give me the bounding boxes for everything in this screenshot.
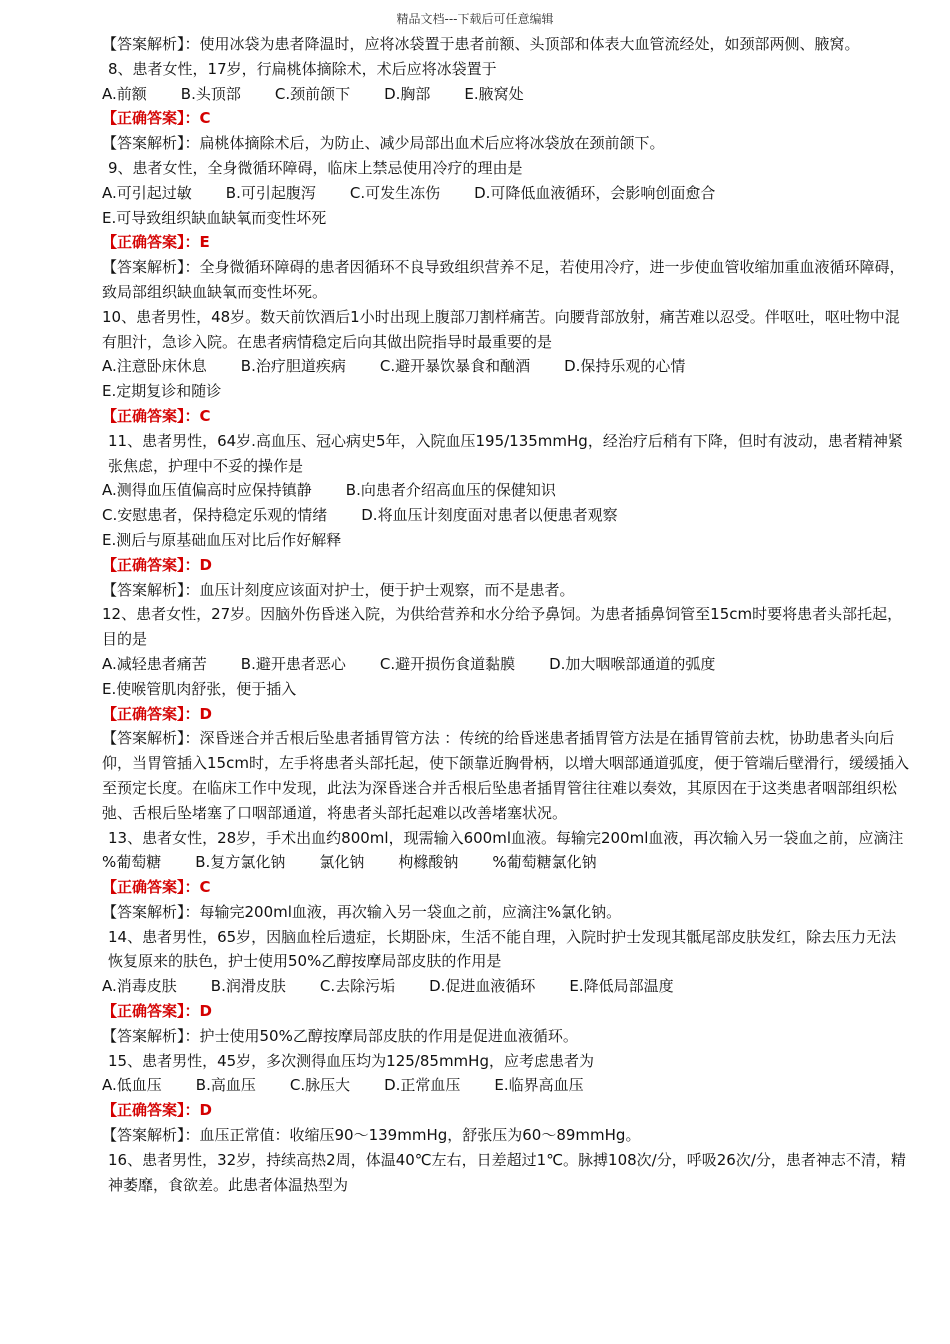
answer-option: B.高血压 xyxy=(195,1076,256,1095)
answer-option: C.去除污垢 xyxy=(319,977,396,996)
answer-explanation: 【答案解析】：血压正常值：收缩压90～139mmHg，舒张压为60～89mmHg。 xyxy=(102,1126,641,1145)
answer-option: E.降低局部温度 xyxy=(569,977,674,996)
answer-option: B.头顶部 xyxy=(180,84,241,103)
answer-option: D.胸部 xyxy=(384,84,431,103)
answer-option: A.可引起过敏 xyxy=(102,183,192,202)
question-text: E.定期复诊和随诊 xyxy=(102,382,222,401)
answer-option: C.避开暴饮暴食和酗酒 xyxy=(379,357,531,376)
question-text: 15、患者男性，45岁，多次测得血压均为125/85mmHg，应考虑患者为 xyxy=(108,1051,594,1070)
answer-option: E.临界高血压 xyxy=(494,1076,584,1095)
answer-option: A.前额 xyxy=(102,84,147,103)
answer-option: D.保持乐观的心情 xyxy=(564,357,686,376)
answer-options xyxy=(70,354,910,379)
answer-explanation: 【答案解析】：深昏迷合并舌根后坠患者插胃管方法 ：传统的给昏迷患者插胃管方法是在插胃管前去枕，协助患者头向后仰，当胃管插入15cm时，左手将患者头部托起，使下颌靠近胸骨柄，以增大咽部通道弧度，便于管端后壁滑行，缓缓插入至预定长度。在临床工作中发现，此法为深昏迷合并舌根后坠患者插胃管往往难以奏效，其原因在于这类患者咽部组织松弛、舌根后坠堵塞了口咽部通道，将患者头部托起难以改善堵塞状况。 xyxy=(102,729,909,822)
answer-option: C.避开损伤食道黏膜 xyxy=(379,654,516,673)
correct-answer: 【正确答案】：D xyxy=(102,1002,212,1021)
question-text: 11、患者男性，64岁.高血压、冠心病史5年，入院血压195/135mmHg，经治疗后稍有下降，但时有波动，患者精神紧张焦虑，护理中不妥的操作是 xyxy=(108,431,903,475)
answer-option: A.注意卧床休息 xyxy=(102,357,207,376)
answer-options xyxy=(70,652,910,677)
answer-explanation: 【答案解析】：扁桃体摘除术后，为防止、减少局部出血术后应将冰袋放在颈前颌下。 xyxy=(102,134,665,153)
answer-option: C.安慰患者，保持稳定乐观的情绪 xyxy=(102,506,328,525)
answer-option: 氯化钠 xyxy=(319,853,365,872)
answer-option: D.促进血液循环 xyxy=(429,977,536,996)
correct-answer: 【正确答案】：C xyxy=(102,878,211,897)
answer-explanation: 【答案解析】：血压计刻度应该面对护士，便于护士观察，而不是患者。 xyxy=(102,580,575,599)
answer-option: A.低血压 xyxy=(102,1076,162,1095)
answer-option: A.减轻患者痛苦 xyxy=(102,654,207,673)
correct-answer: 【正确答案】：C xyxy=(102,406,211,425)
answer-option: D.加大咽喉部通道的弧度 xyxy=(549,654,716,673)
question-text: 12、患者女性，27岁。因脑外伤昏迷入院，为供给营养和水分给予鼻饲。为患者插鼻饲管至15cm时要将患者头部托起，目的是 xyxy=(102,605,903,649)
answer-option: C.脉压大 xyxy=(289,1076,351,1095)
question-text: E.可导致组织缺血缺氧而变性坏死 xyxy=(102,208,327,227)
answer-option: A.消毒皮肤 xyxy=(102,977,177,996)
question-text: 10、患者男性，48岁。数天前饮酒后1小时出现上腹部刀割样痛苦。向腰背部放射，痛苦难以忍受。伴呕吐，呕吐物中混有胆汁，急诊入院。在患者病情稳定后向其做出院指导时最重要的是 xyxy=(102,307,900,351)
answer-option: B.复方氯化钠 xyxy=(195,853,286,872)
answer-option: D.可降低血液循环，会影响创面愈合 xyxy=(474,183,716,202)
answer-option: C.可发生冻伤 xyxy=(349,183,441,202)
answer-option: B.避开患者恶心 xyxy=(240,654,346,673)
answer-options xyxy=(70,181,910,206)
question-text: 9、患者女性，全身微循环障碍，临床上禁忌使用冷疗的理由是 xyxy=(108,158,523,177)
question-text: E.测后与原基础血压对比后作好解释 xyxy=(102,530,342,549)
answer-options xyxy=(70,850,910,875)
answer-explanation: 【答案解析】：护士使用50%乙醇按摩局部皮肤的作用是促进血液循环。 xyxy=(102,1026,578,1045)
answer-option: E.腋窝处 xyxy=(464,84,524,103)
answer-option: 枸橼酸钠 xyxy=(398,853,459,872)
answer-option: B.可引起腹泻 xyxy=(225,183,316,202)
answer-options xyxy=(70,974,910,999)
answer-option: A.测得血压值偏高时应保持镇静 xyxy=(102,481,312,500)
answer-option: C.颈前颌下 xyxy=(274,84,351,103)
page-header: 精品文档---下载后可任意编辑 xyxy=(396,12,554,26)
question-text: 13、患者女性，28岁，手术出血约800ml，现需输入600ml血液。每输完200ml血液，再次输入另一袋血之前，应滴注 xyxy=(108,828,904,847)
answer-explanation: 【答案解析】：全身微循环障碍的患者因循环不良导致组织营养不足，若使用冷疗，进一步使血管收缩加重血液循环障碍，致局部组织缺血缺氧而变性坏死。 xyxy=(102,258,905,301)
document-body xyxy=(70,32,910,1197)
correct-answer: 【正确答案】：E xyxy=(102,233,210,252)
answer-option: B.向患者介绍高血压的保健知识 xyxy=(345,481,556,500)
answer-option: D.正常血压 xyxy=(384,1076,461,1095)
correct-answer: 【正确答案】：D xyxy=(102,704,212,723)
answer-options xyxy=(70,503,910,528)
answer-explanation: 【答案解析】：使用冰袋为患者降温时，应将冰袋置于患者前额、头顶部和体表大血管流经处，如颈部两侧、腋窝。 xyxy=(102,35,860,53)
question-text: 8、患者女性，17岁，行扁桃体摘除术，术后应将冰袋置于 xyxy=(108,59,497,78)
correct-answer: 【正确答案】：D xyxy=(102,555,212,574)
question-text: 16、患者男性，32岁，持续高热2周，体温40℃左右，日差超过1℃。脉搏108次/分，呼吸26次/分，患者神志不清，精神萎靡，食欲差。此患者体温热型为 xyxy=(108,1150,906,1194)
answer-option: B.润滑皮肤 xyxy=(210,977,286,996)
question-text: 14、患者男性，65岁，因脑血栓后遗症，长期卧床，生活不能自理，入院时护士发现其骶尾部皮肤发红，除去压力无法恢复原来的肤色，护士使用50%乙醇按摩局部皮肤的作用是 xyxy=(108,927,897,971)
answer-options xyxy=(70,1073,910,1098)
answer-option: D.将血压计刻度面对患者以便患者观察 xyxy=(361,506,618,525)
correct-answer: 【正确答案】：D xyxy=(102,1101,212,1120)
answer-explanation: 【答案解析】：每输完200ml血液，再次输入另一袋血之前，应滴注%氯化钠。 xyxy=(102,902,622,921)
answer-option: %葡萄糖氯化钠 xyxy=(492,853,597,872)
answer-option: %葡萄糖 xyxy=(102,853,162,872)
answer-options xyxy=(70,82,910,107)
answer-options xyxy=(70,478,910,503)
question-text: E.使喉管肌肉舒张，便于插入 xyxy=(102,679,297,698)
answer-option: B.治疗胆道疾病 xyxy=(240,357,346,376)
correct-answer: 【正确答案】：C xyxy=(102,109,211,128)
